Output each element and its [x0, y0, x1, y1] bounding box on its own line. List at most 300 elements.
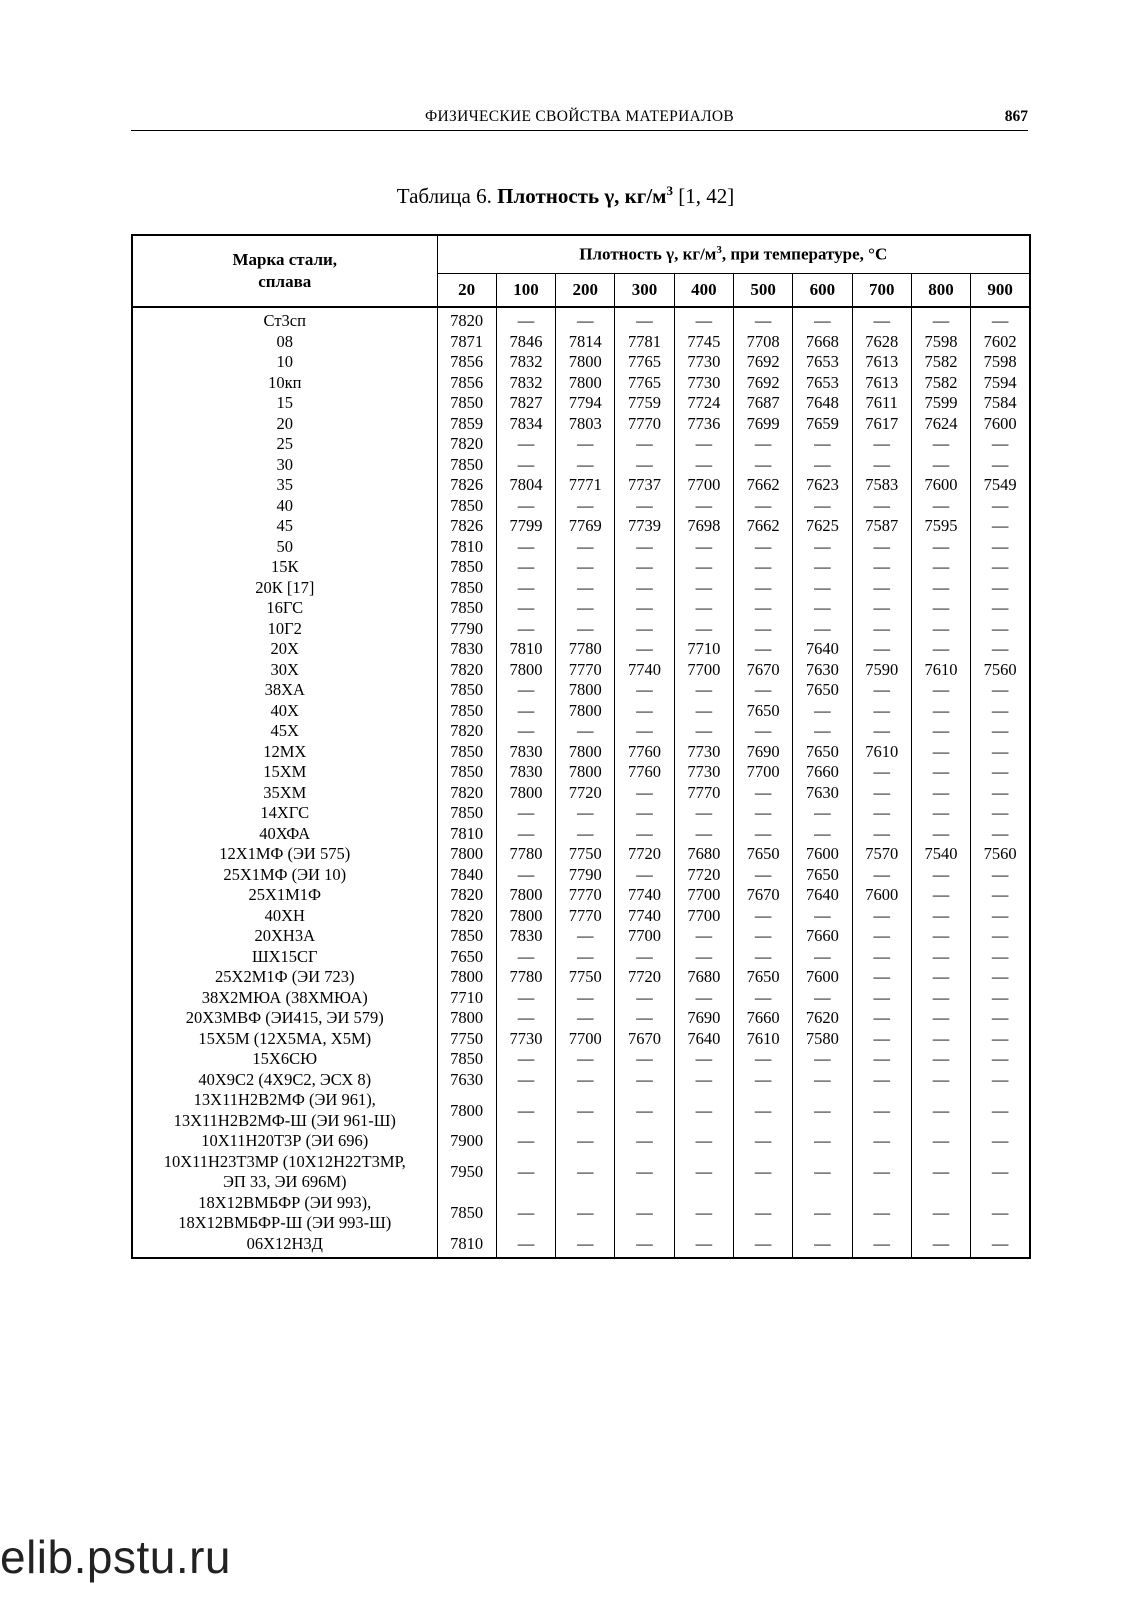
density-value-cell: 7710 [437, 988, 496, 1009]
density-value-cell: — [496, 824, 555, 845]
density-value-cell: 7800 [556, 701, 615, 722]
table-row [132, 906, 1030, 927]
density-value-cell: — [615, 865, 674, 886]
density-value-cell: 7617 [852, 414, 911, 435]
table-row [132, 332, 1030, 353]
steel-grade-line: 30Х [270, 659, 299, 679]
density-value-cell: 7846 [496, 332, 555, 353]
density-value-cell: 7560 [983, 844, 1017, 864]
density-value-cell: 7770 [556, 906, 615, 927]
density-value-cell: — [991, 905, 1009, 925]
density-value-cell: — [496, 578, 555, 599]
steel-grade-line: Ст3сп [263, 311, 306, 330]
density-value-cell: — [615, 1152, 674, 1193]
density-value-cell: 7850 [437, 393, 496, 414]
density-value-cell: 7770 [556, 660, 615, 681]
density-value-cell: — [852, 557, 911, 578]
density-value-cell: — [556, 1193, 615, 1234]
steel-grade-cell [132, 598, 437, 619]
density-value-cell: — [911, 926, 970, 947]
density-value-cell: — [852, 537, 911, 558]
density-value-cell: 7584 [983, 393, 1017, 413]
table-row [132, 455, 1030, 476]
density-value-cell: 7692 [733, 373, 792, 394]
density-value-cell: — [852, 1029, 911, 1050]
table-row [132, 783, 1030, 804]
density-value-cell: 7700 [556, 1029, 615, 1050]
density-value-cell: — [733, 1152, 792, 1193]
steel-grade-line: 14ХГС [260, 803, 310, 822]
density-value-cell: 7750 [556, 844, 615, 865]
density-value-cell: — [991, 1008, 1009, 1028]
density-value-cell: — [615, 1049, 674, 1070]
density-value-cell: — [556, 307, 615, 332]
density-value-cell: 7598 [911, 332, 970, 353]
density-value-cell: — [991, 967, 1009, 987]
steel-grade-line: 40ХН [264, 905, 305, 925]
density-value-cell: — [674, 1131, 733, 1152]
density-value-cell: — [496, 455, 555, 476]
table-row [132, 947, 1030, 968]
density-value-cell: — [733, 434, 792, 455]
density-value-cell: — [556, 1008, 615, 1029]
density-value-cell: — [496, 307, 555, 332]
density-value-cell: 7580 [793, 1029, 852, 1050]
steel-grade-line: 20Х3МВФ (ЭИ415, ЭИ 579) [185, 1008, 384, 1027]
density-value-cell: 7590 [852, 660, 911, 681]
density-value-cell: — [852, 578, 911, 599]
steel-grade-line: 16ГС [266, 598, 304, 617]
density-value-cell: — [733, 455, 792, 476]
density-value-cell: — [733, 824, 792, 845]
table-row [132, 701, 1030, 722]
density-value-cell: 7950 [437, 1152, 496, 1193]
density-value-cell: 7769 [556, 516, 615, 537]
density-value-cell: — [911, 578, 970, 599]
steel-grade-cell [132, 639, 437, 660]
density-value-cell: 7724 [674, 393, 733, 414]
density-value-cell: 7720 [615, 844, 674, 865]
steel-grade-cell [132, 926, 437, 947]
table-row [132, 967, 1030, 988]
density-value-cell: — [615, 578, 674, 599]
density-value-cell: 7659 [793, 414, 852, 435]
header-group-tail: , при температуре, °С [721, 244, 888, 264]
steel-grade-line: 20 [276, 413, 293, 433]
density-value-cell: — [674, 598, 733, 619]
density-value-cell: — [733, 783, 792, 804]
density-value-cell: — [733, 496, 792, 517]
density-value-cell: — [911, 537, 970, 558]
density-value-cell: 7610 [733, 1029, 792, 1050]
density-value-cell: 7800 [437, 1008, 496, 1029]
steel-grade-line: 15Х6СЮ [252, 1049, 318, 1068]
steel-grade-line: 30 [276, 454, 293, 474]
table-row [132, 414, 1030, 435]
steel-grade-cell [132, 332, 437, 353]
density-value-cell: — [793, 1049, 852, 1070]
density-value-cell: 7800 [556, 352, 615, 373]
density-value-cell: 7668 [793, 332, 852, 353]
steel-grade-line: 10Х11Н20Т3Р (ЭИ 696) [201, 1131, 369, 1150]
density-value-cell: — [556, 1152, 615, 1193]
header-temperature: 20 [437, 274, 496, 308]
density-value-cell: — [556, 803, 615, 824]
density-value-cell: 7850 [437, 1049, 496, 1070]
density-value-cell: — [911, 967, 970, 988]
density-value-cell: 7820 [437, 783, 496, 804]
density-value-cell: — [674, 988, 733, 1009]
density-value-cell: — [911, 947, 970, 968]
density-value-cell: — [991, 1203, 1009, 1222]
header-temperature: 500 [733, 274, 792, 308]
density-value-cell: 7630 [793, 783, 852, 804]
density-value-cell: — [793, 307, 852, 332]
density-value-cell: — [556, 1090, 615, 1131]
density-value-cell: 7653 [793, 373, 852, 394]
density-value-cell: — [733, 557, 792, 578]
density-value-cell: 7624 [911, 414, 970, 435]
density-value-cell: — [556, 598, 615, 619]
density-value-cell: — [911, 639, 970, 660]
density-value-cell: 7599 [911, 393, 970, 414]
density-value-cell: — [496, 619, 555, 640]
density-value-cell: 7699 [733, 414, 792, 435]
density-value-cell: 7800 [556, 373, 615, 394]
density-value-cell: — [674, 680, 733, 701]
steel-grade-line: 20Х [270, 639, 299, 658]
density-value-cell: — [991, 516, 1009, 536]
density-value-cell: 7720 [615, 967, 674, 988]
density-value-cell: 7620 [793, 1008, 852, 1029]
steel-grade-line: 13Х11Н2В2МФ-Ш (ЭИ 961-Ш) [173, 1110, 396, 1130]
density-value-cell: — [852, 307, 911, 332]
density-value-cell: 7700 [733, 762, 792, 783]
table-row [132, 1131, 1030, 1152]
density-value-cell: 7850 [437, 578, 496, 599]
table-row [132, 496, 1030, 517]
steel-grade-line: ШХ15СГ [251, 946, 318, 966]
density-value-cell: 7856 [437, 352, 496, 373]
density-value-cell: 7800 [496, 885, 555, 906]
density-value-cell: — [674, 1090, 733, 1131]
density-value-cell: 7680 [674, 844, 733, 865]
density-value-cell: 7820 [437, 307, 496, 332]
table-row [132, 988, 1030, 1009]
density-value-cell: 7708 [733, 332, 792, 353]
density-value-cell: — [793, 1193, 852, 1234]
density-value-cell: — [496, 1049, 555, 1070]
density-value-cell: — [733, 988, 792, 1009]
caption-suffix: [1, 42] [672, 184, 735, 208]
density-value-cell: — [911, 455, 970, 476]
density-value-cell: 7820 [437, 434, 496, 455]
density-value-cell: 7660 [793, 762, 852, 783]
watermark: elib.pstu.ru [0, 1531, 232, 1583]
steel-grade-cell [132, 783, 437, 804]
table-row [132, 721, 1030, 742]
density-value-cell: 7650 [793, 742, 852, 763]
density-value-cell: 7613 [852, 373, 911, 394]
table-row [132, 803, 1030, 824]
density-value-cell: 7700 [674, 906, 733, 927]
density-value-cell: 7570 [852, 844, 911, 865]
density-value-cell: 7826 [437, 516, 496, 537]
density-value-cell: 7790 [437, 619, 496, 640]
density-value-cell: — [991, 1049, 1009, 1069]
density-value-cell: — [852, 803, 911, 824]
density-value-cell: — [852, 455, 911, 476]
caption-bold-text: Плотность γ, кг/м [497, 184, 667, 208]
density-value-cell: — [991, 1131, 1009, 1151]
density-value-cell: — [615, 1193, 674, 1234]
density-value-cell: — [674, 803, 733, 824]
header-temperature: 700 [852, 274, 911, 308]
density-value-cell: 7771 [556, 475, 615, 496]
steel-grade-line: 20ХН3А [254, 926, 315, 945]
page-number: 867 [1004, 108, 1028, 125]
running-head [131, 104, 1028, 131]
density-value-cell: — [496, 947, 555, 968]
caption-sup: 3 [666, 183, 673, 198]
density-value-cell: — [733, 639, 792, 660]
density-value-cell: 7810 [437, 824, 496, 845]
density-value-cell: 7650 [733, 844, 792, 865]
density-value-cell: — [615, 598, 674, 619]
density-value-cell: 7780 [496, 967, 555, 988]
steel-grade-cell [132, 414, 437, 435]
density-value-cell: — [852, 598, 911, 619]
table-body [132, 307, 1030, 1258]
density-value-cell: — [496, 803, 555, 824]
density-value-cell: — [674, 1152, 733, 1193]
density-value-cell: — [496, 1152, 555, 1193]
steel-grade-cell [132, 1234, 437, 1259]
density-value-cell: — [615, 1090, 674, 1131]
steel-grade-cell [132, 844, 437, 865]
density-value-cell: — [911, 824, 970, 845]
density-value-cell: 7834 [496, 414, 555, 435]
steel-grade-line: 15К [270, 557, 299, 576]
density-value-cell: 7859 [437, 414, 496, 435]
density-value-cell: — [911, 1029, 970, 1050]
density-value-cell: — [496, 557, 555, 578]
steel-grade-cell [132, 307, 437, 332]
density-value-cell: — [496, 1070, 555, 1091]
density-value-cell: 7660 [793, 926, 852, 947]
density-value-cell: — [793, 578, 852, 599]
steel-grade-cell [132, 1131, 437, 1152]
steel-grade-cell [132, 762, 437, 783]
density-value-cell: — [991, 577, 1009, 597]
header-grade-line1: Марка стали, [232, 250, 338, 269]
density-value-cell: 7820 [437, 885, 496, 906]
density-value-cell: 7660 [733, 1008, 792, 1029]
density-value-cell: 7800 [437, 967, 496, 988]
density-value-cell: 7680 [674, 967, 733, 988]
density-value-cell: — [991, 1069, 1009, 1089]
density-value-cell: 7611 [852, 393, 911, 414]
density-value-cell: — [496, 1008, 555, 1029]
density-value-cell: — [674, 496, 733, 517]
density-value-cell: 7600 [793, 844, 852, 865]
density-value-cell: 7840 [437, 865, 496, 886]
density-value-cell: 7745 [674, 332, 733, 353]
density-value-cell: 7613 [852, 352, 911, 373]
density-value-cell: 7760 [615, 762, 674, 783]
table-row [132, 762, 1030, 783]
steel-grade-line: 38Х2МЮА (38ХМЮА) [201, 987, 368, 1007]
density-value-cell: — [911, 598, 970, 619]
density-value-cell: 7623 [793, 475, 852, 496]
density-value-cell: 7662 [733, 475, 792, 496]
density-value-cell: 7800 [437, 844, 496, 865]
density-value-cell: — [793, 598, 852, 619]
density-value-cell: 7730 [674, 352, 733, 373]
density-value-cell: — [733, 619, 792, 640]
density-value-cell: — [674, 434, 733, 455]
table-row [132, 1070, 1030, 1091]
density-value-cell: — [852, 762, 911, 783]
steel-grade-line: 35ХМ [263, 782, 307, 802]
density-value-cell: 7739 [615, 516, 674, 537]
density-value-cell: — [852, 1090, 911, 1131]
density-value-cell: — [911, 783, 970, 804]
density-value-cell: — [852, 824, 911, 845]
density-value-cell: 7650 [437, 947, 496, 968]
density-value-cell: 7700 [674, 475, 733, 496]
density-value-cell: — [793, 1131, 852, 1152]
density-value-cell: — [793, 537, 852, 558]
density-value-cell: 7800 [437, 1090, 496, 1131]
density-value-cell: — [556, 824, 615, 845]
density-value-cell: — [793, 803, 852, 824]
caption-prefix: Таблица 6. [396, 184, 498, 208]
density-value-cell: — [911, 1234, 970, 1259]
density-value-cell: 7740 [615, 906, 674, 927]
density-value-cell: 7765 [615, 373, 674, 394]
density-value-cell: — [991, 700, 1009, 720]
density-value-cell: — [496, 680, 555, 701]
density-value-cell: — [793, 434, 852, 455]
table-row [132, 373, 1030, 394]
density-value-cell: — [615, 307, 674, 332]
density-value-cell: — [991, 987, 1009, 1007]
density-value-cell: — [991, 926, 1009, 946]
density-value-cell: — [733, 1131, 792, 1152]
steel-grade-cell [132, 373, 437, 394]
density-value-cell: — [496, 496, 555, 517]
density-value-cell: 7871 [437, 332, 496, 353]
steel-grade-cell [132, 578, 437, 599]
density-value-cell: — [911, 1152, 970, 1193]
density-value-cell: — [852, 721, 911, 742]
density-value-cell: — [911, 701, 970, 722]
header-temperature: 200 [556, 274, 615, 308]
density-value-cell: 7759 [615, 393, 674, 414]
steel-grade-line: 40ХФА [259, 823, 311, 843]
density-value-cell: 7560 [983, 659, 1017, 679]
density-value-cell: — [911, 762, 970, 783]
header-group-text: Плотность γ, кг/м [579, 244, 717, 264]
steel-grade-line: 15Х5М (12Х5МА, Х5М) [198, 1028, 372, 1048]
steel-grade-cell [132, 393, 437, 414]
density-value-cell: 7662 [733, 516, 792, 537]
density-value-cell: — [674, 824, 733, 845]
density-value-cell: — [852, 434, 911, 455]
steel-grade-line: 10Х11Н23Т3МР (10Х12Н22Т3МР, [163, 1151, 406, 1171]
steel-grade-line: 08 [276, 331, 293, 351]
steel-grade-cell [132, 906, 437, 927]
density-value-cell: 7710 [674, 639, 733, 660]
steel-grade-cell [132, 1193, 437, 1234]
density-value-cell: 7690 [674, 1008, 733, 1029]
steel-grade-line: ЭП 33, ЭИ 696М) [222, 1172, 347, 1191]
steel-grade-line: 12Х1МФ (ЭИ 575) [219, 844, 351, 863]
steel-grade-cell [132, 475, 437, 496]
density-value-cell: 7826 [437, 475, 496, 496]
density-value-cell: — [733, 1234, 792, 1259]
density-value-cell: — [615, 1234, 674, 1259]
density-value-cell: 7595 [911, 516, 970, 537]
density-value-cell: 7650 [733, 967, 792, 988]
density-value-cell: — [615, 1008, 674, 1029]
density-value-cell: — [615, 1131, 674, 1152]
steel-grade-cell [132, 701, 437, 722]
density-value-cell: — [911, 988, 970, 1009]
density-value-cell: 7602 [983, 331, 1017, 351]
table-row [132, 742, 1030, 763]
density-value-cell: 7750 [437, 1029, 496, 1050]
density-value-cell: — [556, 557, 615, 578]
density-value-cell: — [496, 1131, 555, 1152]
steel-grade-line: 15 [276, 393, 293, 412]
density-value-cell: — [852, 1193, 911, 1234]
density-table [131, 234, 1031, 1259]
density-value-cell: 7700 [674, 885, 733, 906]
density-value-cell: 7820 [437, 721, 496, 742]
density-value-cell: — [793, 619, 852, 640]
density-value-cell: — [793, 906, 852, 927]
density-value-cell: — [991, 311, 1009, 331]
density-value-cell: — [556, 619, 615, 640]
density-value-cell: 7670 [733, 885, 792, 906]
header-temperature: 100 [496, 274, 555, 308]
density-value-cell: 7810 [437, 1234, 496, 1259]
density-value-cell: 7810 [496, 639, 555, 660]
density-value-cell: — [991, 434, 1009, 454]
density-value-cell: 7850 [437, 762, 496, 783]
density-value-cell: 7760 [615, 742, 674, 763]
density-value-cell: — [733, 947, 792, 968]
density-value-cell: 7900 [437, 1131, 496, 1152]
density-value-cell: — [496, 537, 555, 558]
density-value-cell: — [991, 536, 1009, 556]
density-value-cell: 7781 [615, 332, 674, 353]
steel-grade-cell [132, 967, 437, 988]
density-value-cell: — [991, 823, 1009, 843]
density-value-cell: — [556, 578, 615, 599]
density-value-cell: 7827 [496, 393, 555, 414]
density-value-cell: — [793, 701, 852, 722]
density-value-cell: 7600 [852, 885, 911, 906]
density-value-cell: 7630 [437, 1070, 496, 1091]
density-value-cell: — [733, 906, 792, 927]
density-value-cell: — [991, 762, 1009, 782]
density-value-cell: — [911, 557, 970, 578]
density-value-cell: — [615, 824, 674, 845]
density-value-cell: — [674, 1193, 733, 1234]
